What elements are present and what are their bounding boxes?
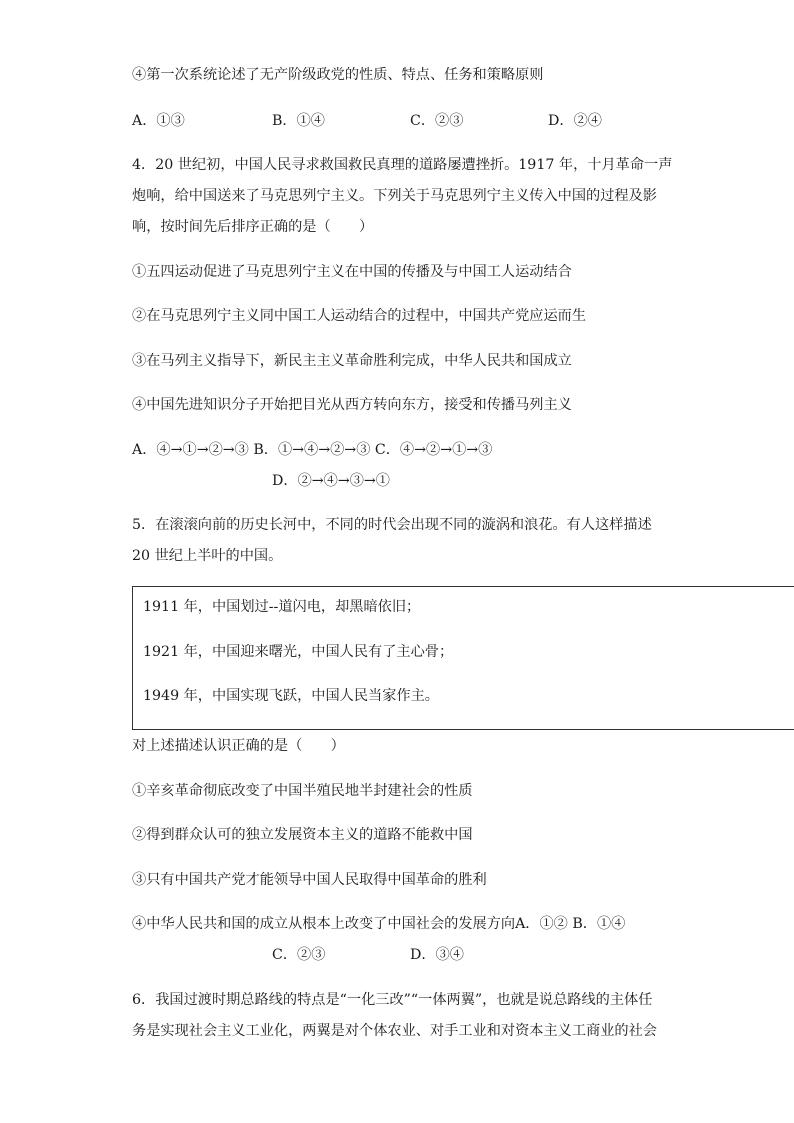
q6-stem-line-2: 务是实现社会主义工业化，两翼是对个体农业、对手工业和对资本主义工商业的社会 (132, 1023, 657, 1039)
q6-stem-line-1: 6．我国过渡时期总路线的特点是“一化三改”“一体两翼”，也就是说总路线的主体任 (132, 992, 653, 1008)
q4-options-line-2: D．②→④→③→① (272, 473, 390, 489)
q3-option-c: C．②③ (410, 113, 464, 129)
q4-item-3: ③在马列主义指导下，新民主主义革命胜利完成，中华人民共和国成立 (132, 353, 572, 369)
q5-item-1: ①辛亥革命彻底改变了中国半殖民地半封建社会的性质 (132, 783, 473, 799)
q4-stem-line-1: 4．20 世纪初，中国人民寻求救国救民真理的道路屡遭挫折。1917 年，十月革命一声 (132, 157, 673, 173)
q5-item-3: ③只有中国共产党才能领导中国人民取得中国革命的胜利 (132, 872, 487, 888)
q4-stem-line-3: 响，按时间先后排序正确的是（ ） (132, 219, 374, 235)
q5-quote-box (132, 586, 794, 730)
q5-item-2: ②得到群众认可的独立发展资本主义的道路不能救中国 (132, 827, 473, 843)
q4-item-2: ②在马克思列宁主义同中国工人运动结合的过程中，中国共产党应运而生 (132, 308, 587, 324)
q5-stem-line-2: 20 世纪上半叶的中国。 (132, 548, 283, 564)
q4-item-4: ④中国先进知识分子开始把目光从西方转向东方，接受和传播马列主义 (132, 397, 572, 413)
q5-quote-line-1: 1911 年，中国划过--道闪电，却黑暗依旧； (143, 599, 421, 615)
q3-item-4: ④第一次系统论述了无产阶级政党的性质、特点、任务和策略原则 (132, 67, 544, 83)
q5-quote-line-3: 1949 年，中国实现飞跃，中国人民当家作主。 (143, 688, 439, 704)
q5-quote-line-2: 1921 年，中国迎来曙光，中国人民有了主心骨； (143, 644, 454, 660)
q3-option-b: B．①④ (272, 113, 325, 129)
q5-option-d: D．③④ (410, 947, 464, 963)
q5-item-4: ④中华人民共和国的成立从根本上改变了中国社会的发展方向A．①② B．①④ (132, 916, 626, 932)
q4-options-line-1: A．④→①→②→③ B．①→④→②→③ C．④→②→①→③ (132, 442, 493, 458)
q3-option-a: A．①③ (132, 113, 185, 129)
q5-option-c: C．②③ (272, 947, 326, 963)
q4-stem-line-2: 炮响，给中国送来了马克思列宁主义。下列关于马克思列宁主义传入中国的过程及影 (132, 188, 657, 204)
q3-option-d: D．②④ (548, 113, 602, 129)
q5-stem-line-1: 5．在滚滚向前的历史长河中，不同的时代会出现不同的漩涡和浪花。有人这样描述 (132, 517, 652, 533)
q5-question: 对上述描述认识正确的是（ ） (132, 738, 345, 754)
q4-item-1: ①五四运动促进了马克思列宁主义在中国的传播及与中国工人运动结合 (132, 264, 572, 280)
